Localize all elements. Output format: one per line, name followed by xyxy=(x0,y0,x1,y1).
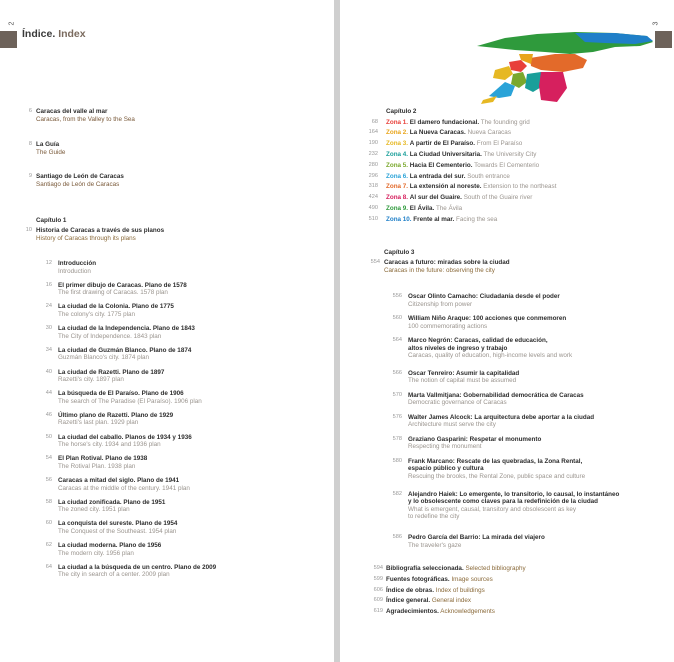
toc-entry[interactable] xyxy=(388,414,594,429)
entry-title-en: The traveler's gaze xyxy=(408,541,462,549)
entry-title-es: La ciudad zonificada. Plano de 1951 xyxy=(58,498,166,506)
page-ref: 12 xyxy=(45,260,52,266)
page-ref: 556 xyxy=(392,293,402,299)
zone-label: Zona 8. xyxy=(386,194,409,202)
entry-title-es: espacio público y cultura xyxy=(408,465,484,473)
entry-title-en: The modern city. 1956 plan xyxy=(58,549,134,557)
toc-entry[interactable] xyxy=(38,390,202,405)
zone-label: Zona 5. xyxy=(386,161,409,169)
toc-entry[interactable] xyxy=(38,412,173,427)
page-ref: 60 xyxy=(45,520,52,527)
page-ref: 24 xyxy=(45,303,52,310)
toc-entry[interactable] xyxy=(38,303,174,318)
entry-title-es: Frank Marcano: Rescate de las quebradas, la Zona Rental, xyxy=(408,457,583,465)
zone-label: Zona 1. xyxy=(386,118,409,126)
toc-entry-zone[interactable] xyxy=(368,150,537,159)
toc-entry-zone[interactable] xyxy=(368,129,511,137)
map-zone-6 xyxy=(489,82,515,98)
entry-title-es: Bibliografía seleccionada. xyxy=(386,565,464,572)
page-ref: 16 xyxy=(45,281,52,288)
toc-entry[interactable] xyxy=(388,315,566,330)
page-ref: 280 xyxy=(368,161,378,168)
zone-title-es: La Ciudad Universitaria. xyxy=(409,150,482,158)
toc-entry[interactable] xyxy=(388,436,541,451)
entry-title-es: Oscar Tenreiro: Asumir la capitalidad xyxy=(408,369,520,377)
zone-title-es: Frente al mar. xyxy=(413,215,455,223)
toc-entry-zone[interactable] xyxy=(371,118,530,127)
zone-title-es: El Ávila. xyxy=(409,204,435,212)
page-ref: 62 xyxy=(45,542,52,549)
toc-entry[interactable] xyxy=(373,586,485,595)
page-ref: 164 xyxy=(368,129,378,136)
chapter-1-heading[interactable]: 10 Historia de Caracas a través de sus planos History of Caracas through its plans xyxy=(25,227,165,242)
toc-entry[interactable] xyxy=(388,337,572,360)
page-ref: 566 xyxy=(392,369,402,376)
toc-entry-zone[interactable] xyxy=(368,204,463,213)
page-ref: 424 xyxy=(368,194,378,201)
zone-title-en: The Ávila xyxy=(435,204,463,212)
zone-label: Zona 3. xyxy=(386,140,409,148)
entry-title-es: Introducción xyxy=(58,260,97,267)
entry-title-en: Caracas, quality of education, high-income levels and work xyxy=(408,352,573,360)
page-ref: 606 xyxy=(373,586,383,593)
page-ref: 594 xyxy=(373,565,383,571)
toc-entry[interactable] xyxy=(388,370,519,385)
entry-title-en: 100 commemorating actions xyxy=(408,322,488,330)
entry-title-es: El primer dibujo de Caracas. Plano de 1578 xyxy=(58,281,187,289)
toc-entry[interactable] xyxy=(373,565,526,573)
chapter-2-label: Capítulo 2 xyxy=(386,108,417,115)
zone-title-en: South of the Guaire river xyxy=(463,194,533,202)
toc-entry[interactable] xyxy=(388,534,545,549)
page-ref: 58 xyxy=(45,498,52,505)
entry-title-en: The City of Independence. 1843 plan xyxy=(58,332,162,340)
zone-label: Zona 10. xyxy=(386,215,412,223)
zone-title-en: Facing the sea xyxy=(456,215,498,223)
zone-title-en: The University City xyxy=(483,150,537,158)
zone-title-es: Hacia El Cementerio. xyxy=(409,161,473,169)
entry-title-es: Walter James Alcock: La arquitectura debe aportar a la ciudad xyxy=(408,413,595,421)
entry-title-en: Guzmán Blanco's city. 1874 plan xyxy=(58,354,150,362)
map-zone-1 xyxy=(509,60,527,72)
entry-title-es: Alejandro Haiek: Lo emergente, lo transitorio, lo causal, lo instantáneo xyxy=(408,490,620,498)
entry-title-es: Marco Negrón: Caracas, calidad de educación, xyxy=(408,337,548,344)
toc-entry[interactable] xyxy=(38,347,191,362)
toc-entry[interactable] xyxy=(388,458,585,481)
entry-title-en: What is emergent, causal, transitory and obsolescent as key xyxy=(408,505,576,513)
left-page xyxy=(0,0,334,662)
entry-title-en: The city in search of a center. 2009 plan xyxy=(58,571,170,579)
page-tab xyxy=(655,31,672,48)
entry-title-en: Respecting the monument xyxy=(408,443,482,451)
entry-title-es: Índice general. xyxy=(386,597,431,605)
entry-title-es: y lo obsolescente como claves para la redefinición de la ciudad xyxy=(408,498,599,506)
entry-title-es: La ciudad de la Colonia. Plano de 1775 xyxy=(58,303,174,311)
entry-title-en: Razetti's city. 1897 plan xyxy=(58,376,124,384)
zone-title-en: From El Paraíso xyxy=(476,140,523,148)
page-ref: 564 xyxy=(392,337,402,343)
chapter-3-heading[interactable]: 554 Caracas a futuro: miradas sobre la ciudad Caracas in the future: observing the city xyxy=(370,259,510,274)
toc-entry-zone[interactable] xyxy=(368,183,557,191)
page-ref: 578 xyxy=(392,435,402,442)
entry-title-en: Caracas at the middle of the century. 1941 plan xyxy=(58,484,190,492)
chapter-3-label: Capítulo 3 xyxy=(384,249,415,256)
entry-title-es: Pedro García del Barrio: La mirada del viajero xyxy=(408,534,545,542)
zone-title-es: La Nueva Caracas. xyxy=(409,129,466,137)
toc-entry[interactable] xyxy=(38,369,164,384)
entry-title-en: Introduction xyxy=(58,267,91,275)
entry-title-en: The Rotival Plan. 1938 plan xyxy=(58,462,136,470)
toc-entry[interactable] xyxy=(38,260,96,275)
entry-title-en: Rescuing the brooks, the Rental Zone, public space and culture xyxy=(408,472,586,480)
entry-title-es: William Niño Araque: 100 acciones que conmemoren xyxy=(408,315,567,322)
zone-title-es: La extensión al noreste. xyxy=(409,183,482,191)
zone-title-en: South entrance xyxy=(467,172,510,180)
zone-title-en: Towards El Cementerio xyxy=(474,161,540,169)
zone-title-es: El damero fundacional. xyxy=(409,118,480,126)
page-ref: 64 xyxy=(45,563,52,570)
map-zone-8 xyxy=(539,72,567,102)
entry-title-en: Architecture must serve the city xyxy=(408,421,496,429)
page-ref: 560 xyxy=(392,315,402,321)
page-ref: 50 xyxy=(45,433,52,440)
toc-entry[interactable] xyxy=(38,564,216,579)
page-ref: 34 xyxy=(45,346,52,353)
zone-title-en: The founding grid xyxy=(480,118,530,126)
zone-label: Zona 6. xyxy=(386,172,409,180)
entry-title-en: The horse's city. 1934 and 1936 plan xyxy=(58,441,161,449)
entry-title-en: The colony's city. 1775 plan xyxy=(58,310,136,318)
toc-entry[interactable] xyxy=(38,542,161,557)
page-ref: 68 xyxy=(371,118,378,125)
entry-title-es: Fuentes fotográficas. xyxy=(386,575,450,583)
page-ref: 54 xyxy=(45,455,52,462)
caracas-zone-map xyxy=(475,30,655,105)
page-ref: 609 xyxy=(373,597,383,604)
entry-title-es: Marta Vallmitjana: Gobernabilidad democrática de Caracas xyxy=(408,391,584,399)
map-zone-7 xyxy=(530,54,587,72)
entry-title-es: Oscar Olinto Camacho: Ciudadanía desde el poder xyxy=(408,293,560,300)
page-ref: 30 xyxy=(45,325,52,332)
entry-title-es: La ciudad moderna. Plano de 1956 xyxy=(58,542,162,550)
entry-title-en: Citizenship from power xyxy=(408,300,473,308)
entry-title-es: La conquista del sureste. Plano de 1954 xyxy=(58,520,178,528)
entry-title-es: La ciudad de Razetti. Plano de 1897 xyxy=(58,368,165,376)
entry-title-es: Caracas a mitad del siglo. Plano de 1941 xyxy=(58,477,180,484)
toc-entry-zone[interactable] xyxy=(368,161,540,170)
toc-entry[interactable]: 8 La Guía The Guide xyxy=(28,141,66,156)
entry-title-en: Index of buildings xyxy=(435,586,485,594)
entry-title-es: Índice de obras. xyxy=(386,586,434,594)
page-number: 2 xyxy=(8,21,16,26)
entry-title-es: La ciudad del caballo. Planos de 1934 y 1936 xyxy=(58,433,192,441)
page-ref: 576 xyxy=(392,413,402,420)
toc-entry-zone[interactable] xyxy=(368,215,498,224)
page-tab xyxy=(0,31,17,48)
page-ref: 582 xyxy=(392,490,402,497)
zone-title-en: Extension to the northeast xyxy=(483,183,557,191)
toc-entry[interactable] xyxy=(388,392,584,407)
chapter-1-label: Capítulo 1 xyxy=(36,217,67,224)
page-ref: 619 xyxy=(373,608,383,615)
zone-label: Zona 2. xyxy=(386,129,409,137)
toc-entry[interactable]: 9 Santiago de León de Caracas Santiago de León de Caracas xyxy=(28,173,124,188)
entry-title-en: Democratic governance of Caracas xyxy=(408,399,507,407)
toc-entry[interactable] xyxy=(373,597,472,605)
toc-entry[interactable] xyxy=(373,575,493,584)
entry-title-es: altos niveles de ingreso y trabajo xyxy=(408,344,508,352)
map-zone-3 xyxy=(493,66,513,80)
entry-title-en: General index xyxy=(431,597,472,605)
entry-title-en: The first drawing of Caracas. 1578 plan xyxy=(58,289,168,297)
toc-entry[interactable] xyxy=(38,455,147,470)
page-ref: 510 xyxy=(368,215,378,222)
page-ref: 490 xyxy=(368,204,378,211)
toc-entry[interactable] xyxy=(38,520,177,535)
toc-entry[interactable]: 6 Caracas del valle al mar Caracas, from the Valley to the Sea xyxy=(28,108,135,123)
entry-title-en: The Conquest of the Southeast. 1954 plan xyxy=(58,527,177,535)
toc-entry[interactable] xyxy=(388,491,619,521)
zone-title-en: Nueva Caracas xyxy=(467,129,511,137)
page-ref: 56 xyxy=(45,477,52,483)
zone-title-es: A partir de El Paraíso. xyxy=(409,140,476,148)
entry-title-en: Razetti's last plan. 1929 plan xyxy=(58,419,139,427)
entry-title-en: Image sources xyxy=(451,575,493,583)
zone-title-es: Al sur del Guaire. xyxy=(409,194,462,202)
page-number: 3 xyxy=(652,21,660,26)
toc-entry[interactable] xyxy=(38,325,195,340)
toc-entry-zone[interactable] xyxy=(368,172,510,181)
page-ref: 599 xyxy=(373,575,383,582)
page-ref: 586 xyxy=(392,534,402,541)
page-ref: 296 xyxy=(368,172,378,179)
zone-label: Zona 4. xyxy=(386,150,409,158)
entry-title-es: La ciudad de Guzmán Blanco. Plano de 1874 xyxy=(58,346,192,354)
entry-title-en: Acknowledgements xyxy=(440,608,495,616)
toc-entry-zone[interactable] xyxy=(368,194,533,202)
page-title: Índice. Index xyxy=(22,28,86,40)
entry-title-en: Selected bibliography xyxy=(465,565,526,572)
toc-entry[interactable] xyxy=(373,608,495,616)
page-ref: 46 xyxy=(45,411,52,418)
toc-entry[interactable] xyxy=(38,477,190,492)
entry-title-en: The zoned city. 1951 plan xyxy=(58,506,130,514)
entry-title-es: La búsqueda de El Paraíso. Plano de 1906 xyxy=(58,390,184,398)
zone-label: Zona 7. xyxy=(386,183,409,191)
entry-title-es: El Plan Rotival. Plano de 1938 xyxy=(58,455,148,463)
toc-entry-zone[interactable] xyxy=(368,140,523,148)
zone-title-es: La entrada del sur. xyxy=(409,172,466,180)
page-ref: 570 xyxy=(392,391,402,398)
right-page xyxy=(340,0,674,662)
entry-title-es: Agradecimientos. xyxy=(386,608,439,616)
toc-entry[interactable] xyxy=(38,282,187,297)
entry-title-es: Último plano de Razetti. Plano de 1929 xyxy=(58,411,174,419)
page-ref: 318 xyxy=(368,183,378,190)
page-ref: 40 xyxy=(45,368,52,375)
entry-title-en: to redefine the city xyxy=(408,513,460,521)
page-ref: 190 xyxy=(368,140,378,147)
page-ref: 232 xyxy=(368,150,378,157)
toc-entry[interactable] xyxy=(38,434,192,449)
entry-title-es: La ciudad a la búsqueda de un centro. Plano de 2009 xyxy=(58,563,217,571)
entry-title-es: La ciudad de la Independencia. Plano de 1843 xyxy=(58,325,195,333)
toc-entry[interactable] xyxy=(38,499,165,514)
page-ref: 580 xyxy=(392,457,402,464)
entry-title-es: Graziano Gasparini: Respetar el monumento xyxy=(408,435,542,443)
entry-title-en: The search of The Paradise (El Paraíso). 1906 plan xyxy=(58,397,202,405)
zone-label: Zona 9. xyxy=(386,204,409,212)
map-zone-3-tail xyxy=(481,96,497,104)
page-ref: 44 xyxy=(45,390,52,397)
toc-entry[interactable] xyxy=(388,293,560,308)
entry-title-en: The notion of capital must be assumed xyxy=(408,377,517,385)
